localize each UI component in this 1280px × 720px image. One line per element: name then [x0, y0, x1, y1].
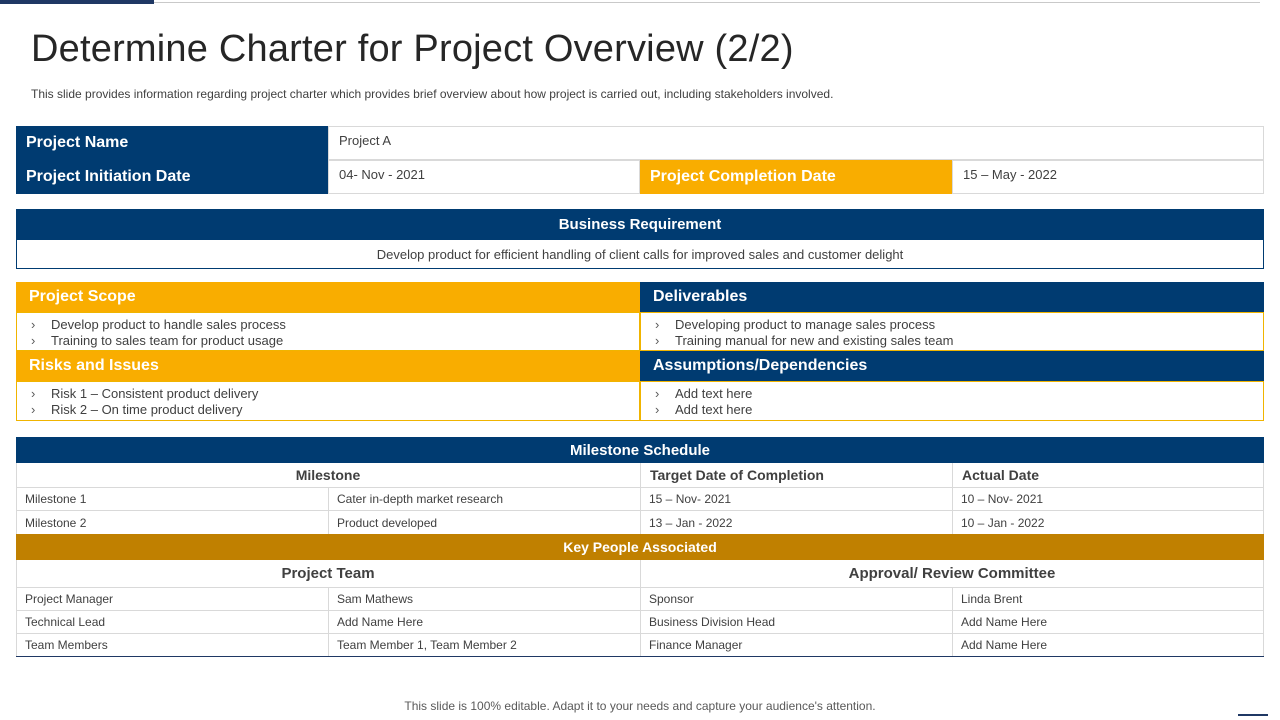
committee-role: Finance Manager — [649, 638, 743, 652]
risks-header: Risks and Issues — [16, 351, 640, 381]
completion-date-label: Project Completion Date — [640, 160, 952, 194]
assumptions-list — [640, 381, 1264, 421]
team-member-name: Add Name Here — [337, 615, 424, 629]
project-scope-list — [16, 312, 640, 351]
assumptions-header: Assumptions/Dependencies — [640, 351, 1264, 381]
milestone-name: Milestone 2 — [25, 515, 87, 530]
initiation-date-label: Project Initiation Date — [16, 160, 328, 194]
team-role: Team Members — [25, 638, 108, 652]
initiation-date-value: 04- Nov - 2021 — [328, 160, 640, 194]
chevron-right-icon: › — [655, 317, 660, 332]
page-title: Determine Charter for Project Overview (2/2) — [31, 28, 794, 70]
chevron-right-icon: › — [655, 386, 660, 401]
business-requirement-header: Business Requirement — [16, 209, 1264, 239]
project-name-value: Project A — [328, 126, 1264, 160]
committee-member-name: Add Name Here — [961, 615, 1048, 629]
milestone-target-date: 15 – Nov- 2021 — [649, 492, 732, 506]
team-member-name: Sam Mathews — [337, 592, 414, 606]
list-item: › Develop product to handle sales process — [31, 317, 286, 332]
table-bottom-border — [16, 656, 1264, 657]
chevron-right-icon: › — [655, 333, 660, 348]
corner-accent — [1238, 714, 1268, 716]
chevron-right-icon: › — [31, 333, 36, 348]
review-committee-header: Approval/ Review Committee — [848, 565, 1056, 582]
milestone-actual-date: 10 – Jan - 2022 — [961, 515, 1045, 530]
list-item: › Add text here — [655, 402, 753, 417]
footer-note: This slide is 100% editable. Adapt it to your needs and capture your audience's attention. — [404, 699, 876, 713]
chevron-right-icon: › — [31, 402, 36, 417]
milestone-col-header: Milestone — [295, 467, 361, 483]
project-team-header: Project Team — [281, 565, 375, 582]
project-name-label: Project Name — [16, 126, 328, 160]
list-item: › Developing product to manage sales process — [655, 317, 936, 332]
list-item: › Risk 2 – On time product delivery — [31, 402, 243, 417]
committee-member-name: Add Name Here — [961, 638, 1048, 652]
committee-member-name: Linda Brent — [961, 592, 1023, 606]
list-item: › Training manual for new and existing sales team — [655, 333, 954, 348]
team-member-name: Team Member 1, Team Member 2 — [337, 638, 517, 652]
target-date-col-header: Target Date of Completion — [650, 467, 824, 483]
milestone-name: Milestone 1 — [25, 492, 87, 506]
list-item: › Risk 1 – Consistent product delivery — [31, 386, 259, 401]
chevron-right-icon: › — [655, 402, 660, 417]
list-item: › Add text here — [655, 386, 753, 401]
chevron-right-icon: › — [31, 386, 36, 401]
completion-date-value: 15 – May - 2022 — [952, 160, 1264, 194]
business-requirement-text: Develop product for efficient handling of client calls for improved sales and customer delight — [16, 239, 1264, 269]
risks-list — [16, 381, 640, 421]
list-item: › Training to sales team for product usage — [31, 333, 284, 348]
project-scope-header: Project Scope — [16, 282, 640, 312]
milestone-description: Cater in-depth market research — [337, 492, 504, 506]
actual-date-col-header: Actual Date — [962, 467, 1040, 483]
chevron-right-icon: › — [31, 317, 36, 332]
key-people-header: Key People Associated — [16, 534, 1264, 560]
milestone-target-date: 13 – Jan - 2022 — [649, 515, 733, 530]
milestone-schedule-header: Milestone Schedule — [16, 437, 1264, 463]
page-subtitle: This slide provides information regarding project charter which provides brief overview about how project is carried out, including stakeholders involved. — [31, 87, 834, 101]
milestone-description: Product developed — [337, 515, 438, 530]
committee-role: Sponsor — [649, 592, 694, 606]
team-role: Project Manager — [25, 592, 114, 606]
team-role: Technical Lead — [25, 615, 106, 629]
top-accent-bar — [0, 0, 154, 4]
deliverables-list — [640, 312, 1264, 351]
milestone-actual-date: 10 – Nov- 2021 — [961, 492, 1044, 506]
top-divider — [154, 2, 1260, 3]
committee-role: Business Division Head — [649, 615, 776, 629]
deliverables-header: Deliverables — [640, 282, 1264, 312]
